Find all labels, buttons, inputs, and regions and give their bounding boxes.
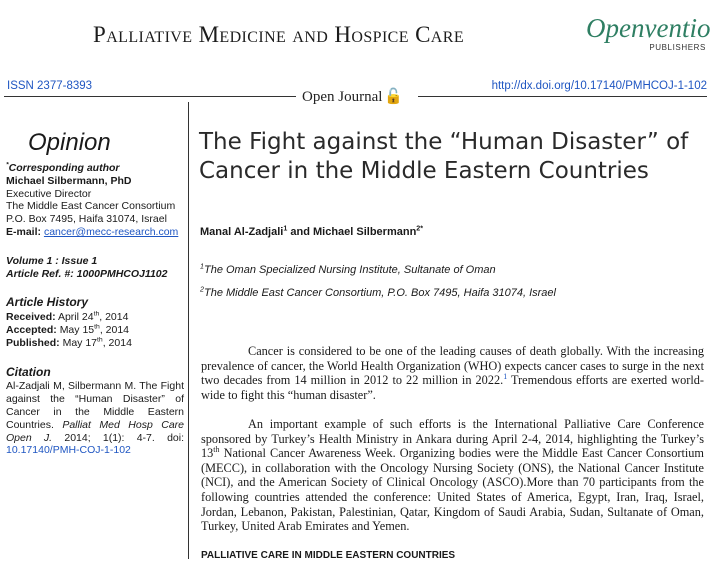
author-name: Michael Silbermann, PhD bbox=[6, 174, 132, 187]
volume-issue: Volume 1 : Issue 1 bbox=[6, 254, 98, 267]
publisher-name: Openventio bbox=[586, 13, 711, 43]
publisher-logo[interactable] bbox=[586, 13, 711, 52]
header-rule-right bbox=[418, 96, 707, 97]
publisher-subtitle: PUBLISHERS bbox=[649, 43, 706, 52]
header-rule-left bbox=[4, 96, 296, 97]
column-divider bbox=[188, 102, 189, 559]
received-date: Received: April 24th, 2014 bbox=[6, 310, 129, 324]
section-subheading: PALLIATIVE CARE IN MIDDLE EASTERN COUNTRIES bbox=[201, 550, 456, 561]
open-journal-label bbox=[302, 87, 403, 106]
reference-1-link[interactable]: 1 bbox=[503, 372, 508, 382]
open-journal-text: Open Journal bbox=[302, 89, 383, 105]
author-email-line: E-mail: cancer@mecc-research.com bbox=[6, 225, 179, 238]
author-org: The Middle East Cancer Consortium bbox=[6, 200, 176, 213]
author-email-link[interactable]: cancer@mecc-research.com bbox=[43, 225, 179, 238]
section-label: Opinion bbox=[28, 129, 111, 156]
doi-link[interactable]: http://dx.doi.org/10.17140/PMHCOJ-1-102 bbox=[491, 80, 707, 92]
citation-heading: Citation bbox=[6, 364, 51, 379]
corresponding-author-label: *Corresponding author bbox=[6, 161, 120, 174]
citation-doi-link[interactable]: 10.17140/PMH-COJ-1-102 bbox=[6, 444, 131, 457]
body-paragraph-1: Cancer is considered to be one of the leading causes of death globally. With the increasing prevalence of cancer, the World Health Organization (WHO) expects cancer cases to surge in the next two decades from 14 million in 2012 to 22 million in 2022.$^1$ Tremendous efforts are exerted world-wide to fight this “human disaster”. bbox=[201, 344, 705, 402]
authors: Manal Al-Zadjali$^1$ and Michael Silbermann$^{2*}$ bbox=[200, 224, 424, 238]
citation-text: Al-Zadjali M, Silbermann M. The Fight against the “Human Disaster” of Cancer in the Middle Eastern Countries. Palliat Med Hosp Care Open J. 2014; 1(1): 4-7. doi: 10.17140/PMH-COJ-1-102 bbox=[6, 380, 185, 457]
article-info-sidebar bbox=[6, 130, 184, 457]
body-paragraph-2: An important example of such efforts is the International Palliative Care Conference sponsored by Turkey’s Health Ministry in Ankara during April 2-4, 2014, highlighting the Turkey’s 13th National Cancer Awareness Week. Organizing bodies were the Middle East Cancer Consortium (MECC), in collaboration with the Oncology Nursing Society (ONS), the National Cancer Institute (NCI), and the American Society of Clinical Oncology (ASCO).More than 70 participants from the following countries attended the conference: United States of America, Egypt, Iran, Iraq, Israel, Jordan, Lebanon, Pakistan, Palestinian, Qatar, Kingdom of Saudi Arabia, Sudan, Sultanate of Oman, Turkey, United Arab Emirates and Yemen. bbox=[201, 417, 704, 534]
author-role: Executive Director bbox=[6, 187, 92, 200]
issn: ISSN 2377-8393 bbox=[7, 80, 93, 92]
article-ref: Article Ref. #: 1000PMHCOJ1102 bbox=[6, 267, 168, 280]
article-title: The Fight against the “Human Disaster” of Cancer in the Middle Eastern Countries bbox=[199, 129, 689, 184]
affiliation-2: $^2$The Middle East Cancer Consortium, P.O. Box 7495, Haifa 31074, Israel bbox=[200, 285, 556, 299]
article-history-heading: Article History bbox=[6, 295, 89, 310]
published-date: Published: May 17th, 2014 bbox=[6, 336, 132, 349]
accepted-date: Accepted: May 15th, 2014 bbox=[6, 323, 130, 336]
open-access-lock-icon: 🔓 bbox=[384, 87, 404, 105]
journal-title: Palliative Medicine and Hospice Care bbox=[93, 22, 465, 47]
affiliation-1: $^1$The Oman Specialized Nursing Institute, Sultanate of Oman bbox=[200, 262, 496, 276]
author-address: P.O. Box 7495, Haifa 31074, Israel bbox=[6, 213, 167, 226]
